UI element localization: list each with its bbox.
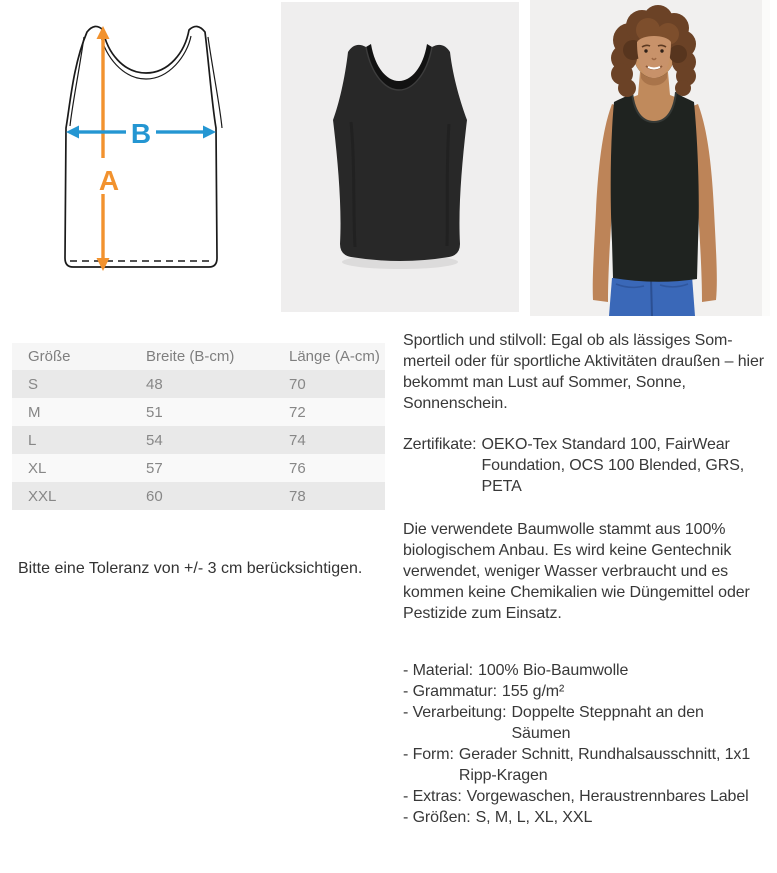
table-row-m bbox=[12, 398, 385, 426]
cell-width: 60 bbox=[146, 487, 163, 505]
cell-width: 48 bbox=[146, 375, 163, 393]
table-row-s bbox=[12, 370, 385, 398]
size-table bbox=[12, 343, 385, 510]
cell-size: XXL bbox=[28, 487, 57, 505]
model-wearing-tank-top bbox=[530, 0, 770, 316]
attribute-label: - Größen: bbox=[403, 809, 471, 826]
size-table-header-size: Größe bbox=[28, 348, 71, 365]
list-item-grammatur bbox=[403, 681, 767, 702]
cell-length: 74 bbox=[289, 431, 306, 449]
attribute-label: - Extras: bbox=[403, 788, 462, 805]
product-front-image bbox=[281, 2, 519, 312]
label-a: A bbox=[98, 165, 120, 196]
attribute-label: - Material: bbox=[403, 662, 474, 679]
attribute-value: 100% Bio-Baumwolle bbox=[478, 662, 629, 679]
list-item-form bbox=[403, 744, 767, 786]
certificates-label: Zertifikate: bbox=[403, 436, 477, 453]
certificates-line bbox=[403, 434, 767, 497]
model-jeans bbox=[609, 276, 695, 316]
cell-width: 51 bbox=[146, 403, 163, 421]
list-item-groessen bbox=[403, 807, 767, 828]
black-tank-top-image bbox=[281, 2, 519, 312]
cell-length: 76 bbox=[289, 459, 306, 477]
list-item-extras bbox=[403, 786, 767, 807]
attribute-label: - Verarbeitung: bbox=[403, 704, 507, 721]
cell-size: L bbox=[28, 431, 37, 449]
cell-size: XL bbox=[28, 459, 47, 477]
fabric-crease-right bbox=[447, 124, 449, 246]
cell-length: 78 bbox=[289, 487, 306, 505]
attribute-value: 155 g/m² bbox=[501, 683, 565, 700]
certificates-value: OEKO-Tex Standard 100, FairWear Foundation, OCS 100 Blended, GRS, PETA bbox=[481, 436, 745, 495]
size-table-header-row bbox=[12, 343, 385, 370]
attribute-label: - Form: bbox=[403, 746, 454, 763]
attribute-value: Vorgewaschen, Heraustrennbares Label bbox=[466, 788, 749, 805]
attribute-value: Doppelte Steppnaht an den Säumen bbox=[511, 704, 704, 742]
list-item-verarbeitung bbox=[403, 702, 767, 744]
attribute-label: - Grammatur: bbox=[403, 683, 497, 700]
cell-width: 57 bbox=[146, 459, 163, 477]
product-description bbox=[403, 330, 767, 828]
tolerance-note: Bitte eine Toleranz von +/- 3 cm berücksichtigen. bbox=[18, 560, 363, 577]
cell-length: 72 bbox=[289, 403, 306, 421]
size-diagram-image bbox=[30, 10, 262, 305]
table-row-xl bbox=[12, 454, 385, 482]
label-b: B bbox=[130, 118, 152, 149]
size-table-header-length: Länge (A-cm) bbox=[289, 348, 380, 365]
product-attributes-list bbox=[403, 660, 767, 828]
model-photo-image bbox=[530, 0, 770, 316]
cell-length: 70 bbox=[289, 375, 306, 393]
cell-size: M bbox=[28, 403, 41, 421]
cell-size: S bbox=[28, 375, 39, 393]
attribute-value: S, M, L, XL, XXL bbox=[475, 809, 593, 826]
table-row-l bbox=[12, 426, 385, 454]
attribute-value: Gerader Schnitt, Rundhalsausschnitt, 1x1 Ripp-Kragen bbox=[458, 746, 751, 784]
cell-width: 54 bbox=[146, 431, 163, 449]
tank-top-measurement-drawing bbox=[30, 10, 262, 305]
cotton-paragraph: Die verwendete Baumwolle stammt aus 100% biologischem Anbau. Es wird keine Gentechnik verwendet, weniger Wasser verbraucht und es kommen keine Chemikalien wie Düngemittel oder Pestizide zum Einsatz. bbox=[403, 521, 750, 622]
size-table-header-width: Breite (B-cm) bbox=[146, 348, 235, 365]
list-item-material bbox=[403, 660, 767, 681]
intro-paragraph: Sportlich und stilvoll: Egal ob als lässiges Sommerteil oder für sportliche Aktivitäten draußen – hier bekommt man Lust auf Sommer, Sonne, Sonnenschein. bbox=[403, 332, 764, 412]
table-row-xxl bbox=[12, 482, 385, 510]
